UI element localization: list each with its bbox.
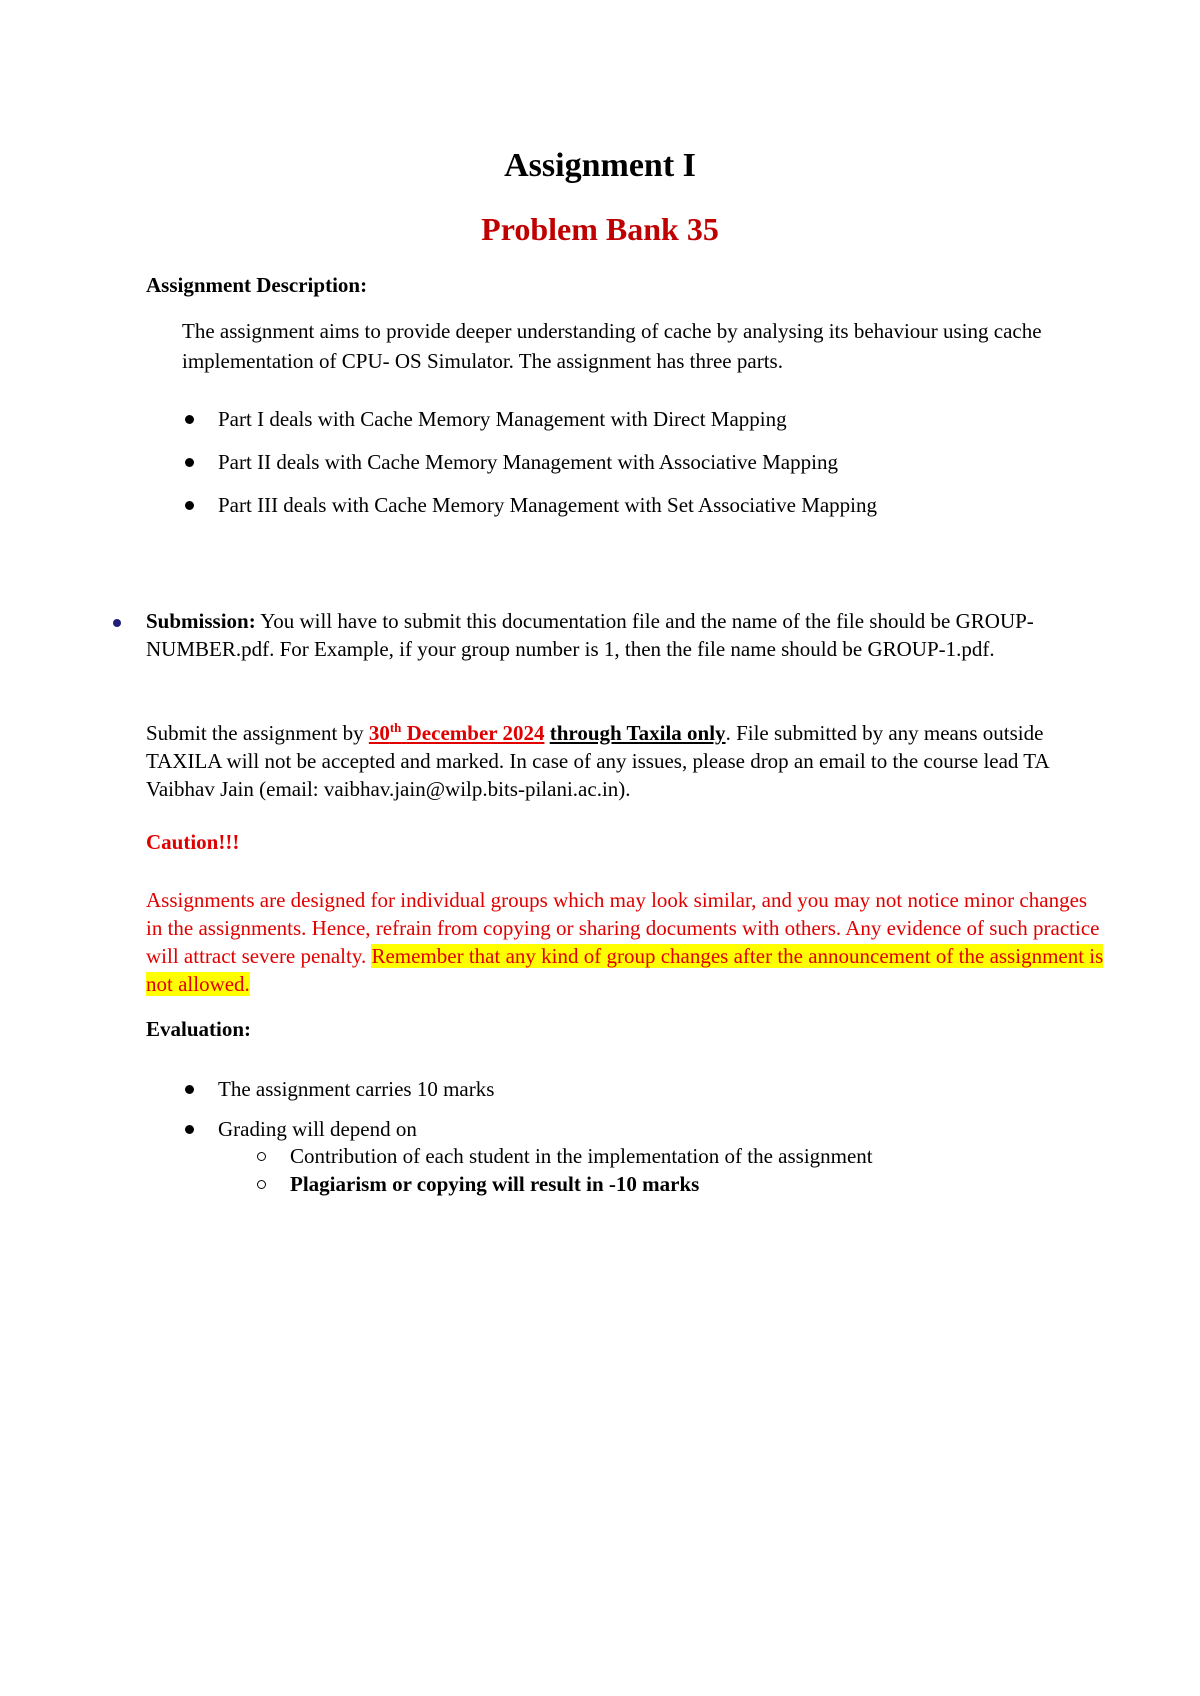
caution-paragraph xyxy=(146,886,1106,998)
deadline-month: December 2024 xyxy=(406,721,545,745)
deadline-prefix: Submit the assignment by xyxy=(146,721,364,745)
caution-text: Assignments are designed for individual groups which may look similar, and you may not notice minor changes in the assignments. Hence, refrain from copying or sharing documents with others. Any evidence of such practice will attract severe penalty. xyxy=(146,888,1100,968)
bullet-icon xyxy=(113,619,121,627)
submission-text: You will have to submit this documentation file and the name of the file should be GROUP-NUMBER.pdf. For Example, if your group number is 1, then the file name should be GROUP-1.pdf. xyxy=(146,609,1034,661)
description-text: The assignment aims to provide deeper understanding of cache by analysing its behaviour using cache implementation of CPU- OS Simulator. The assignment has three parts. xyxy=(182,319,1042,373)
deadline-channel: through Taxila only xyxy=(549,721,726,745)
evaluation-sub-list xyxy=(218,1142,873,1198)
sub-list-item: Contribution of each student in the implementation of the assignment xyxy=(254,1142,873,1170)
caution-highlight: Remember that any kind of group changes after the announcement of the assignment is not allowed. xyxy=(146,944,1104,996)
parts-list xyxy=(182,406,877,535)
deadline-suffix: th xyxy=(389,720,402,735)
deadline-paragraph xyxy=(146,719,1106,803)
caution-heading: Caution!!! xyxy=(146,830,240,854)
list-item xyxy=(182,1076,873,1116)
list-item: Part I deals with Cache Memory Management with Direct Mapping xyxy=(182,406,877,449)
deadline-note: . File submitted by any means outside TAXILA will not be accepted and marked. In case of any issues, please drop an email to the course lead TA Vaibhav Jain (email: vaibhav.jain@wilp.bits-pilani.ac.in). xyxy=(146,721,1049,801)
list-item: Part III deals with Cache Memory Management with Set Associative Mapping xyxy=(182,492,877,535)
list-item: Part II deals with Cache Memory Management with Associative Mapping xyxy=(182,449,877,492)
description-heading: Assignment Description: xyxy=(146,273,368,297)
evaluation-item-text: Grading will depend on xyxy=(218,1117,417,1141)
list-item xyxy=(182,1116,873,1198)
deadline-day: 30 xyxy=(368,721,390,745)
submission-label: Submission: xyxy=(146,609,256,633)
evaluation-heading: Evaluation: xyxy=(146,1017,252,1041)
evaluation-item-text: The assignment carries 10 marks xyxy=(218,1077,495,1101)
submission-paragraph xyxy=(146,607,1106,663)
deadline-date xyxy=(369,721,545,745)
evaluation-list xyxy=(182,1076,873,1198)
sub-list-item: Plagiarism or copying will result in -10 marks xyxy=(254,1170,873,1198)
page-subtitle: Problem Bank 35 xyxy=(481,211,719,247)
page-title: Assignment I xyxy=(504,147,696,184)
